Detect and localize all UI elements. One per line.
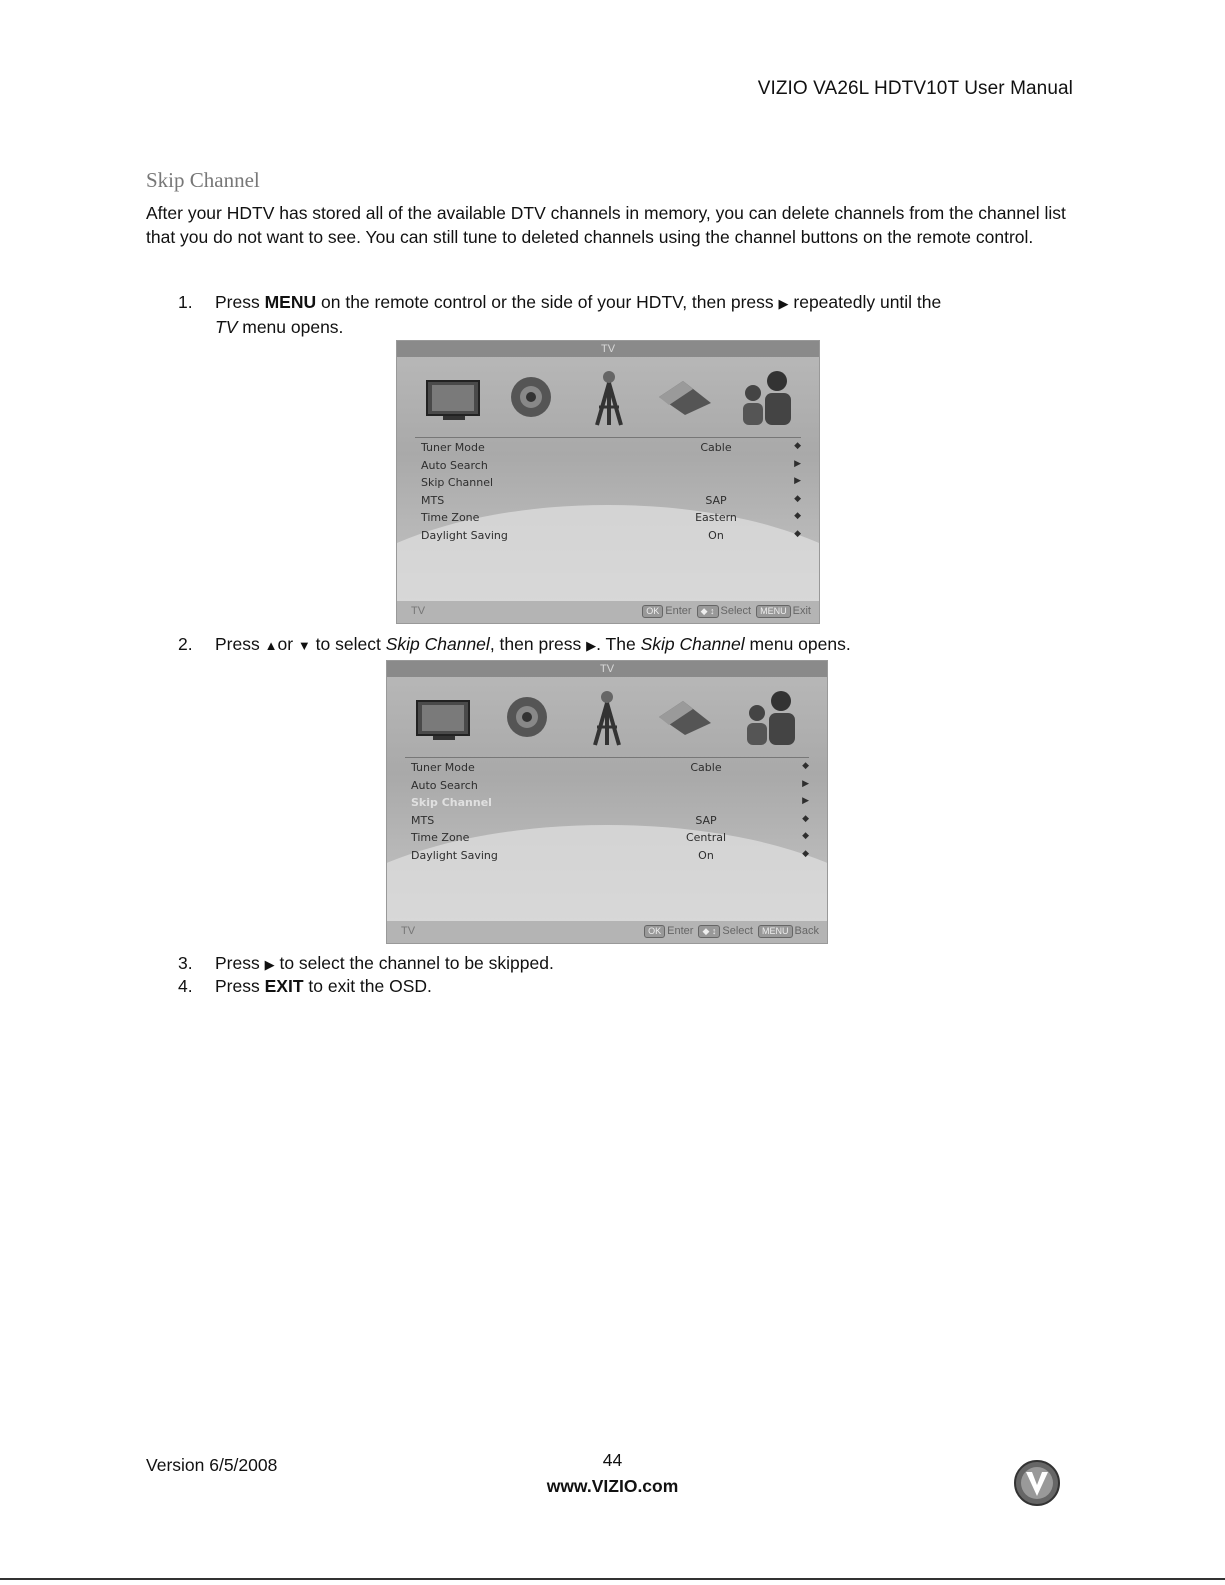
menu-item-time-zone[interactable]: Time Zone Central ◆: [411, 831, 809, 844]
menu-item-skip-channel[interactable]: Skip Channel ▶: [421, 476, 801, 489]
speaker-icon: [503, 687, 553, 747]
antenna-icon: [589, 367, 629, 431]
settings-icon: [653, 367, 717, 427]
osd-footer: [387, 921, 827, 943]
left-right-arrow-icon: ◆: [794, 511, 801, 521]
vizio-logo-icon: [1012, 1458, 1062, 1508]
osd-title: TV: [397, 341, 819, 357]
step-2: 2. Press ▲or ▼ to select Skip Channel, then press ▶. The Skip Channel menu opens.: [178, 633, 851, 658]
left-right-arrow-icon: ◆: [794, 528, 801, 539]
page-number: 44: [602, 1450, 623, 1470]
tv-icon: [413, 687, 479, 747]
left-right-arrow-icon: ◆: [802, 761, 809, 771]
osd-footer-label: TV: [401, 925, 416, 937]
right-arrow-icon: ▶: [794, 476, 801, 486]
left-right-arrow-icon: ◆: [794, 493, 801, 504]
right-arrow-icon: ▶: [802, 778, 809, 789]
menu-item-tuner-mode[interactable]: Tuner Mode Cable ◆: [411, 761, 809, 774]
page-bottom-rule: [0, 1578, 1225, 1580]
tv-menu-screenshot: [396, 340, 820, 624]
osd-key-hints: OK Enter ◆ ↕ Select MENU Back: [642, 925, 819, 938]
menu-item-auto-search[interactable]: Auto Search ▶: [421, 458, 801, 472]
menu-item-auto-search[interactable]: Auto Search ▶: [411, 778, 809, 792]
step-number: 4.: [178, 976, 193, 996]
right-arrow-icon: ▶: [586, 638, 597, 653]
version-text: Version 6/5/2008: [146, 1455, 278, 1475]
step-4: 4. Press EXIT to exit the OSD.: [178, 975, 432, 999]
left-right-arrow-icon: ◆: [802, 831, 809, 841]
right-arrow-icon: ▶: [794, 458, 801, 469]
menu-item-mts[interactable]: MTS SAP ◆: [411, 813, 809, 827]
navigation-key-icon: ◆ ↕: [698, 925, 720, 938]
osd-key-hints: OK Enter ◆ ↕ Select MENU Exit: [640, 605, 811, 618]
ok-key-icon: OK: [644, 925, 665, 938]
down-arrow-icon: ▼: [297, 638, 311, 653]
menu-item-daylight-saving[interactable]: Daylight Saving On ◆: [421, 528, 801, 542]
menu-item-skip-channel-selected[interactable]: Skip Channel ▶: [411, 796, 809, 809]
settings-icon: [653, 687, 717, 747]
step-number: 1.: [178, 292, 193, 312]
menu-item-daylight-saving[interactable]: Daylight Saving On ◆: [411, 848, 809, 862]
right-arrow-icon: ▶: [802, 796, 809, 806]
left-right-arrow-icon: ◆: [794, 441, 801, 451]
section-title: Skip Channel: [146, 168, 260, 192]
users-icon: [741, 687, 805, 751]
osd-menu-list: [411, 761, 809, 866]
menu-item-tuner-mode[interactable]: Tuner Mode Cable ◆: [421, 441, 801, 454]
up-arrow-icon: ▲: [264, 638, 278, 653]
website-link[interactable]: www.VIZIO.com: [546, 1476, 679, 1496]
osd-menu-list: [421, 441, 801, 546]
osd-icon-row: [387, 687, 827, 757]
skip-channel-menu-screenshot: [386, 660, 828, 944]
left-right-arrow-icon: ◆: [802, 813, 809, 824]
page-header: VIZIO VA26L HDTV10T User Manual: [757, 78, 1073, 99]
osd-icon-row: [397, 367, 819, 437]
step-number: 3.: [178, 953, 193, 973]
menu-item-time-zone[interactable]: Time Zone Eastern ◆: [421, 511, 801, 524]
menu-key-icon: MENU: [758, 925, 793, 938]
intro-paragraph: After your HDTV has stored all of the available DTV channels in memory, you can delete channels from the channel list that you do not want to see. You can still tune to deleted channels using the channel buttons on the remote control.: [146, 203, 1066, 247]
step-3: 3. Press ▶ to select the channel to be skipped.: [178, 952, 554, 977]
osd-title: TV: [387, 661, 827, 677]
menu-item-mts[interactable]: MTS SAP ◆: [421, 493, 801, 507]
speaker-icon: [507, 367, 557, 427]
tv-icon: [423, 367, 489, 427]
right-arrow-icon: ▶: [778, 296, 789, 311]
step-1: 1. Press MENU on the remote control or the side of your HDTV, then press ▶ repeatedly until the TV menu opens.: [178, 292, 942, 337]
osd-footer-label: TV: [411, 605, 426, 617]
menu-key-icon: MENU: [756, 605, 791, 618]
right-arrow-icon: ▶: [264, 957, 275, 972]
navigation-key-icon: ◆ ↕: [697, 605, 719, 618]
antenna-icon: [587, 687, 627, 751]
users-icon: [737, 367, 801, 431]
step-number: 2.: [178, 634, 193, 654]
left-right-arrow-icon: ◆: [802, 848, 809, 859]
ok-key-icon: OK: [642, 605, 663, 618]
osd-footer: [397, 601, 819, 623]
